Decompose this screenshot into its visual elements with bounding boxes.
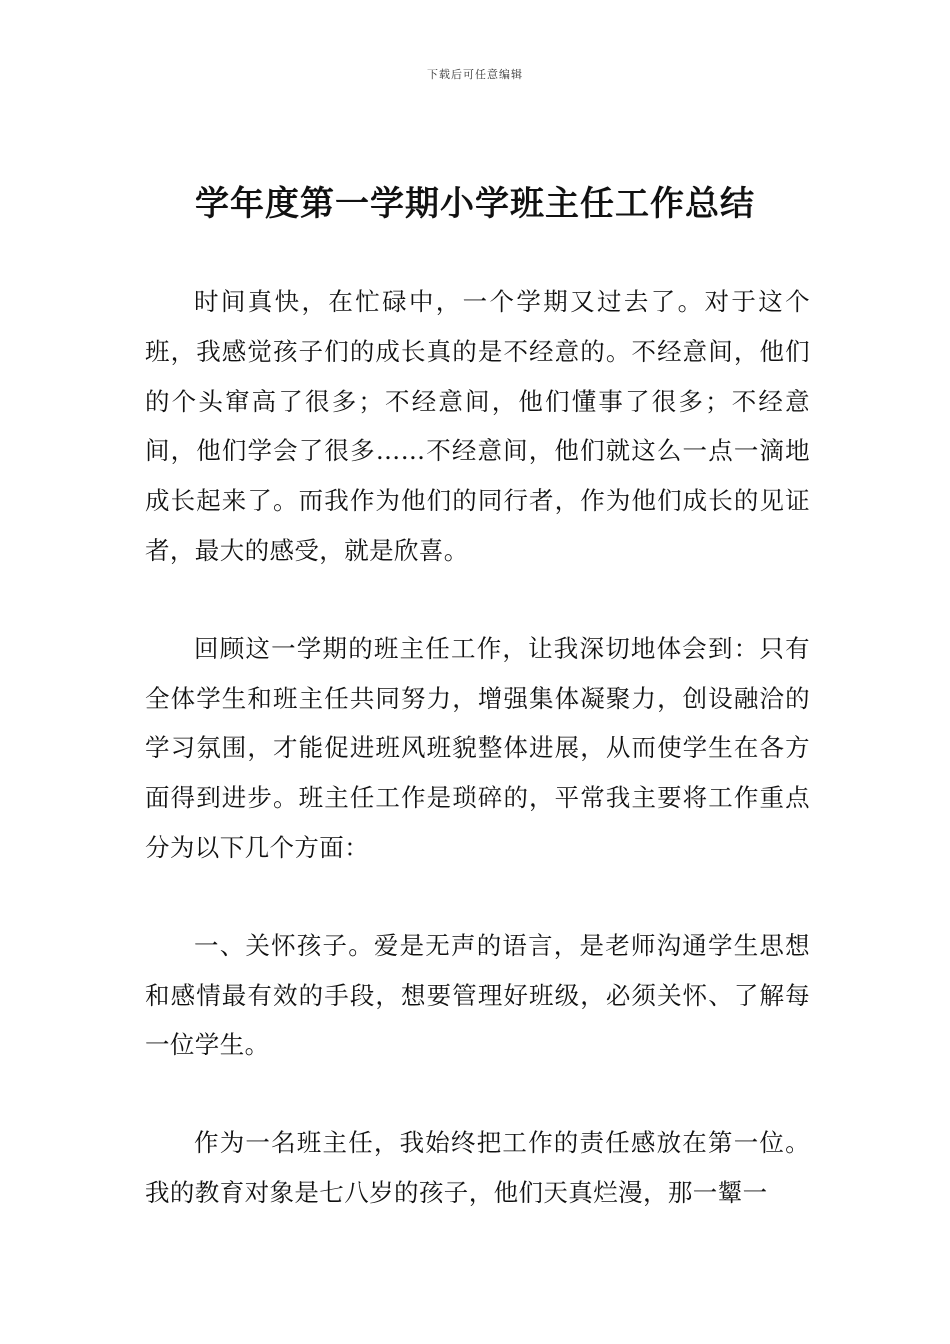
paragraph-section-one: 一、关怀孩子。爱是无声的语言，是老师沟通学生思想和感情最有效的手段，想要管理好班级，必须关怀、了解每一位学生。 xyxy=(145,930,810,1060)
paragraph-intro: 时间真快，在忙碌中，一个学期又过去了。对于这个班，我感觉孩子们的成长真的是不经意的。不经意间，他们的个头窜高了很多；不经意间，他们懂事了很多；不经意间，他们学会了很多……不经意间，他们就这么一点一滴地成长起来了。而我作为他们的同行者，作为他们成长的见证者，最大的感受，就是欣喜。 xyxy=(145,287,810,565)
paragraph-responsibility: 作为一名班主任，我始终把工作的责任感放在第一位。我的教育对象是七八岁的孩子，他们天真烂漫，那一颦一 xyxy=(145,1128,810,1207)
document-body xyxy=(145,277,810,1266)
header-note: 下载后可任意编辑 xyxy=(427,68,523,81)
paragraph-review: 回顾这一学期的班主任工作，让我深切地体会到：只有全体学生和班主任共同努力，增强集体凝聚力，创设融洽的学习氛围，才能促进班风班貌整体进展，从而使学生在各方面得到进步。班主任工作是琐碎的，平常我主要将工作重点分为以下几个方面： xyxy=(145,633,810,862)
document-title: 学年度第一学期小学班主任工作总结 xyxy=(195,184,755,224)
